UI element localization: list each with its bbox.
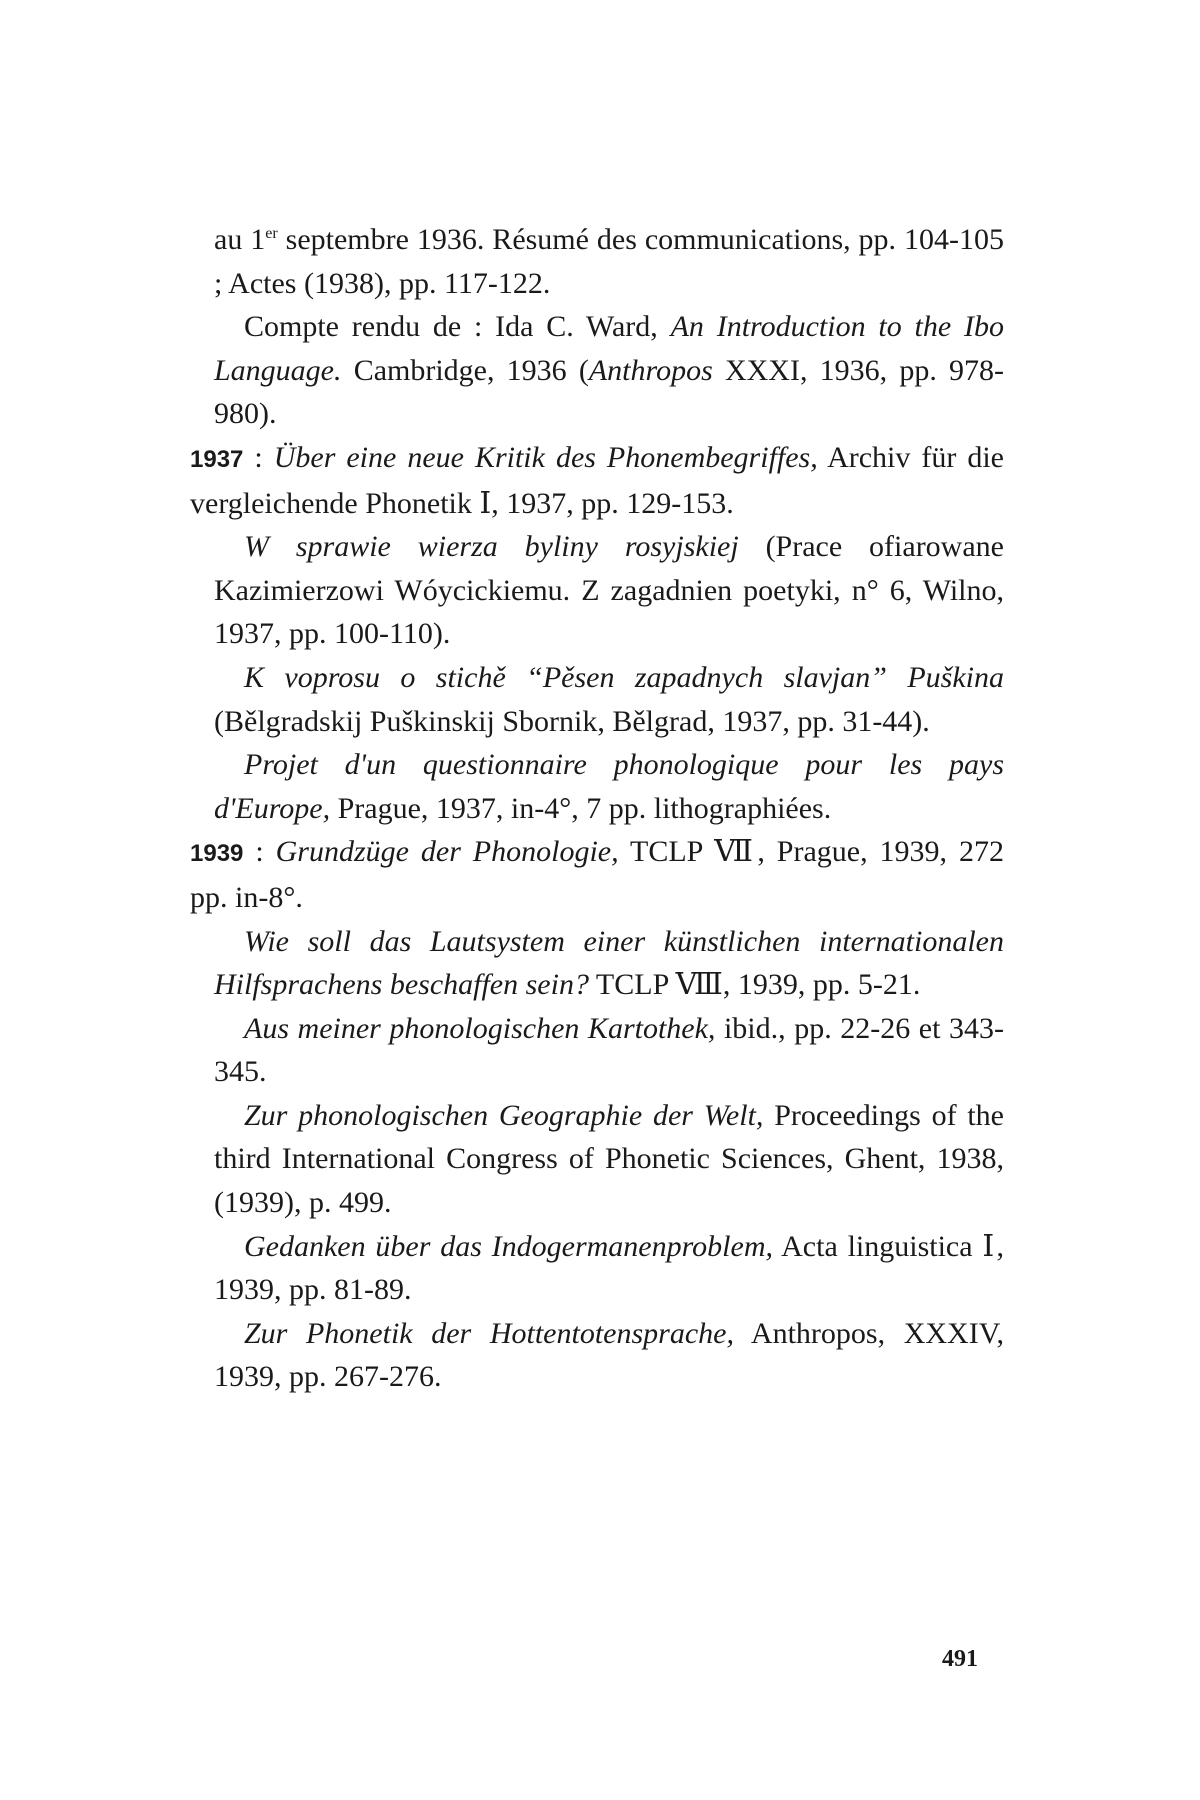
entry-1939-1 <box>190 830 1004 919</box>
superscript: er <box>265 225 278 242</box>
entry-text: (Bělgradskij Puškinskij Sbornik, Bělgrad, 1937, pp. 31-44). <box>214 704 930 738</box>
entry-title: Zur Phonetik der Hottentotensprache, <box>244 1316 734 1350</box>
page-number: 491 <box>942 1646 978 1672</box>
entry-text: (Prace ofiarowane Kazimierzowi Wóycickiemu. Z zagadnien poetyki, n° 6, Wilno, 1937, pp. 100-110). <box>214 530 1004 651</box>
entry-text: XXXI, 1936, pp. 978-980). <box>214 353 1004 431</box>
entry-text: Anthropos, XXXIV, 1939, pp. 267-276. <box>214 1316 1005 1394</box>
year-label: 1939 <box>190 840 244 868</box>
entry-title: K voprosu o stichě “Pěsen zapadnych slavjan” Puškina <box>244 660 1004 694</box>
entry-title: Gedanken über das Indogermanenproblem, <box>244 1229 773 1263</box>
entry-title: Grundzüge der Phonologie, <box>275 835 619 869</box>
entry-text: Compte rendu de : Ida C. Ward, <box>244 310 671 344</box>
entry-title: An Introduction to the Ibo Language. <box>214 310 1004 387</box>
entry-1939-6 <box>214 1312 1004 1399</box>
entry-1937-2 <box>214 525 1004 656</box>
entry-text: TCLP Ⅷ, 1939, pp. 5-21. <box>588 968 921 1002</box>
entry-1939-2 <box>214 920 1004 1007</box>
entry-1937-3 <box>214 656 1004 743</box>
entry-continuation <box>214 212 1004 305</box>
entry-text: septembre 1936. Résumé des communications, pp. 104-105 ; Actes (1938), pp. 117-122. <box>214 223 1004 300</box>
entry-title: Über eine neue Kritik des Phonembegriffes, <box>273 440 818 474</box>
entry-text: Acta linguistica Ⅰ, 1939, pp. 81-89. <box>214 1229 1004 1307</box>
entry-1937-1 <box>190 436 1004 525</box>
entry-text: TCLP Ⅶ, Prague, 1939, 272 pp. in-8°. <box>190 835 1004 914</box>
year-label: 1937 <box>190 445 244 473</box>
separator: : <box>243 835 276 869</box>
entry-title: Aus meiner phonologischen Kartothek, <box>244 1011 716 1045</box>
separator: : <box>243 440 274 474</box>
entry-text: au 1 <box>214 223 266 256</box>
entry-text: Proceedings of the third International Congress of Phonetic Sciences, Ghent, 1938, (1939), p. 499. <box>214 1098 1004 1220</box>
entry-1939-4 <box>214 1094 1004 1225</box>
entry-title: Wie soll das Lautsystem einer künstlichen internationalen Hilfsprachens beschaffen sein? <box>214 924 1004 1002</box>
entry-title: Zur phonologischen Geographie der Welt, <box>244 1098 764 1132</box>
entry-text: Archiv für die vergleichende Phonetik Ⅰ, 1937, pp. 129-153. <box>190 440 1004 520</box>
entry-text: Cambridge, 1936 ( <box>341 353 589 387</box>
entry-1939-5 <box>214 1225 1004 1312</box>
entry-review <box>214 305 1004 436</box>
bibliography-text <box>190 212 1005 1399</box>
entry-title: Projet d'un questionnaire phonologique pour les pays d'Europe, <box>214 748 1004 825</box>
entry-title: W sprawie wierza byliny rosyjskiej <box>244 530 739 564</box>
entry-text: ibid., pp. 22-26 et 343-345. <box>214 1011 1004 1089</box>
entry-1939-3 <box>214 1007 1004 1094</box>
entry-title: Anthropos <box>588 353 713 387</box>
entry-1937-4 <box>214 743 1004 830</box>
entry-text: Prague, 1937, in-4°, 7 pp. lithographiées. <box>330 791 832 825</box>
